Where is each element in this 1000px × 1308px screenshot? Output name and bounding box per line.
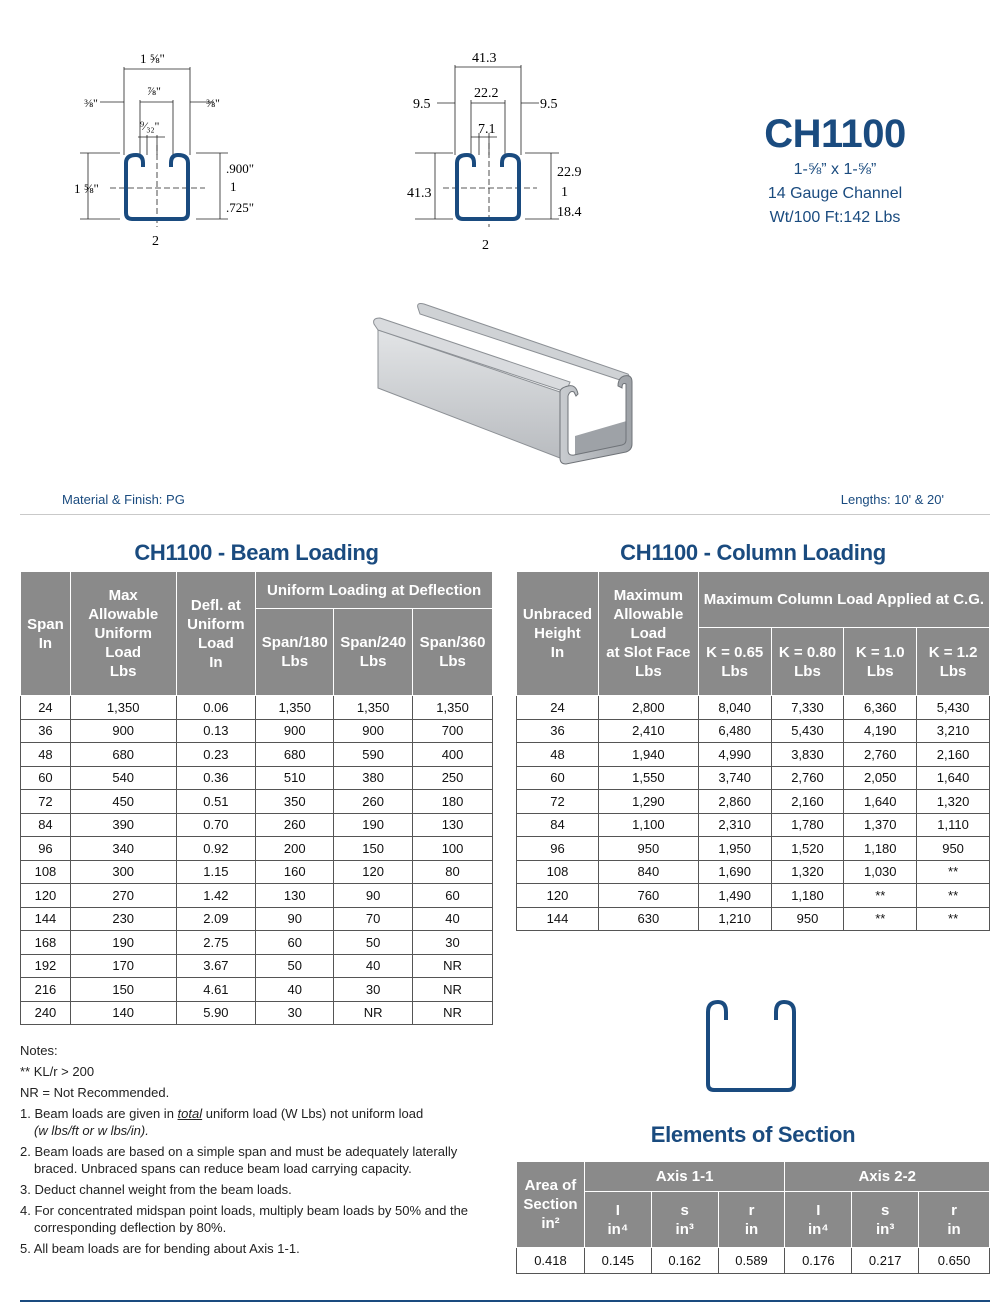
table-cell: 30 bbox=[256, 1001, 334, 1025]
table-cell: 60 bbox=[256, 931, 334, 955]
table-cell: 900 bbox=[70, 719, 176, 743]
table-cell: 70 bbox=[334, 907, 413, 931]
table-cell: 160 bbox=[256, 860, 334, 884]
section-header-axis22: Axis 2-2 bbox=[785, 1162, 990, 1192]
metric-right-lip: 9.5 bbox=[540, 97, 558, 112]
metric-axis1-label: 1 bbox=[561, 185, 568, 200]
table-cell: 2,410 bbox=[598, 719, 698, 743]
table-cell: 108 bbox=[517, 860, 599, 884]
table-cell: 230 bbox=[70, 907, 176, 931]
table-cell: 2,860 bbox=[698, 790, 771, 814]
table-cell: 190 bbox=[70, 931, 176, 955]
beam-header-span240: Span/240 Lbs bbox=[334, 609, 413, 696]
table-cell: 150 bbox=[70, 978, 176, 1002]
table-cell: 216 bbox=[21, 978, 71, 1002]
table-cell: 96 bbox=[517, 837, 599, 861]
table-row bbox=[21, 978, 493, 1002]
table-cell: 24 bbox=[517, 696, 599, 720]
imperial-slot-width: ⅞" bbox=[147, 84, 161, 98]
beam-loading-table bbox=[20, 571, 493, 1025]
table-cell: 1.15 bbox=[176, 860, 256, 884]
table-cell: 36 bbox=[517, 719, 599, 743]
table-row bbox=[517, 696, 990, 720]
column-table-body bbox=[517, 696, 990, 931]
note-3: 3. Deduct channel weight from the beam loads. bbox=[20, 1182, 292, 1197]
beam-loading-title: CH1100 - Beam Loading bbox=[134, 540, 379, 565]
beam-header-span: Span In bbox=[21, 572, 71, 696]
table-cell: 5,430 bbox=[917, 696, 990, 720]
beam-table-body bbox=[21, 696, 493, 1025]
table-cell: 144 bbox=[21, 907, 71, 931]
column-header-k10: K = 1.0 Lbs bbox=[844, 628, 917, 696]
column-header-max-load: Maximum Allowable Load at Slot Face Lbs bbox=[598, 572, 698, 696]
lengths-label: Lengths: 10' & 20' bbox=[840, 492, 944, 507]
section-value-s22: 0.217 bbox=[852, 1248, 919, 1274]
table-cell: 1,350 bbox=[413, 696, 493, 720]
table-cell: 2,160 bbox=[771, 790, 844, 814]
metric-top-to-axis: 22.9 bbox=[557, 165, 582, 180]
metric-inner-dim: 7.1 bbox=[478, 122, 496, 137]
notes-heading: Notes: bbox=[20, 1043, 58, 1058]
table-cell: NR bbox=[413, 978, 493, 1002]
table-row bbox=[517, 719, 990, 743]
table-cell: 120 bbox=[517, 884, 599, 908]
table-cell: 24 bbox=[21, 696, 71, 720]
table-cell: 1,110 bbox=[917, 813, 990, 837]
table-cell: 144 bbox=[517, 907, 599, 931]
note-4: 4. For concentrated midspan point loads, multiply beam loads by 50% and the corresponding deflection by 80%. bbox=[20, 1203, 469, 1235]
imperial-height: 1 ⅝" bbox=[74, 181, 99, 196]
section-col-s-11: s in³ bbox=[651, 1192, 718, 1248]
table-cell: 48 bbox=[517, 743, 599, 767]
column-header-k065: K = 0.65 Lbs bbox=[698, 628, 771, 696]
table-cell: 540 bbox=[70, 766, 176, 790]
table-cell: 4.61 bbox=[176, 978, 256, 1002]
imperial-axis2-label: 2 bbox=[152, 234, 159, 249]
bottom-rule bbox=[20, 1300, 990, 1302]
table-cell: NR bbox=[413, 954, 493, 978]
table-cell: 96 bbox=[21, 837, 71, 861]
table-cell: 120 bbox=[334, 860, 413, 884]
note-kl: ** KL/r > 200 bbox=[20, 1064, 95, 1079]
table-cell: 1,640 bbox=[917, 766, 990, 790]
table-cell: 2,800 bbox=[598, 696, 698, 720]
table-cell: 7,330 bbox=[771, 696, 844, 720]
table-cell: 8,040 bbox=[698, 696, 771, 720]
beam-header-max-load: Max Allowable Uniform Load Lbs bbox=[70, 572, 176, 696]
table-cell: ** bbox=[917, 907, 990, 931]
table-cell: 1,520 bbox=[771, 837, 844, 861]
metric-slot-width: 22.2 bbox=[474, 86, 499, 101]
table-cell: 192 bbox=[21, 954, 71, 978]
table-row bbox=[21, 719, 493, 743]
table-cell: 40 bbox=[256, 978, 334, 1002]
table-cell: 1,950 bbox=[698, 837, 771, 861]
table-cell: 5.90 bbox=[176, 1001, 256, 1025]
table-cell: 140 bbox=[70, 1001, 176, 1025]
material-finish-label: Material & Finish: PG bbox=[62, 492, 185, 507]
table-cell: 130 bbox=[256, 884, 334, 908]
table-cell: 200 bbox=[256, 837, 334, 861]
note-2: 2. Beam loads are based on a simple span and must be adequately laterally braced. Unbraced spans can reduce beam load carrying capacity. bbox=[20, 1144, 458, 1176]
note-nr: NR = Not Recommended. bbox=[20, 1085, 170, 1100]
table-cell: 0.06 bbox=[176, 696, 256, 720]
table-cell: 2,760 bbox=[844, 743, 917, 767]
beam-header-span180: Span/180 Lbs bbox=[256, 609, 334, 696]
table-cell: 1,320 bbox=[771, 860, 844, 884]
table-cell: 950 bbox=[598, 837, 698, 861]
section-col-s-22: s in³ bbox=[852, 1192, 919, 1248]
metric-bottom-to-axis: 18.4 bbox=[557, 205, 582, 220]
table-cell: 84 bbox=[517, 813, 599, 837]
table-cell: 250 bbox=[413, 766, 493, 790]
table-cell: 1,690 bbox=[698, 860, 771, 884]
column-header-k12: K = 1.2 Lbs bbox=[917, 628, 990, 696]
section-value-r22: 0.650 bbox=[919, 1248, 990, 1274]
metric-left-lip: 9.5 bbox=[413, 97, 431, 112]
table-cell: 400 bbox=[413, 743, 493, 767]
table-cell: 190 bbox=[334, 813, 413, 837]
table-cell: 5,430 bbox=[771, 719, 844, 743]
table-cell: 72 bbox=[21, 790, 71, 814]
section-value-i11: 0.145 bbox=[584, 1248, 651, 1274]
table-row bbox=[21, 907, 493, 931]
metric-overall-width: 41.3 bbox=[472, 51, 497, 66]
table-cell: 840 bbox=[598, 860, 698, 884]
table-cell: 3,830 bbox=[771, 743, 844, 767]
table-cell: 1,370 bbox=[844, 813, 917, 837]
table-row bbox=[517, 813, 990, 837]
table-row bbox=[517, 837, 990, 861]
table-cell: 168 bbox=[21, 931, 71, 955]
table-row bbox=[21, 1001, 493, 1025]
note-1: 1. Beam loads are given in total uniform load (W Lbs) not uniform load (w lbs/ft or w lbs/in). bbox=[20, 1106, 424, 1138]
beam-header-span360: Span/360 Lbs bbox=[413, 609, 493, 696]
table-cell: 4,190 bbox=[844, 719, 917, 743]
table-cell: 0.36 bbox=[176, 766, 256, 790]
table-cell: 380 bbox=[334, 766, 413, 790]
table-row bbox=[517, 766, 990, 790]
table-cell: 30 bbox=[334, 978, 413, 1002]
table-row bbox=[517, 884, 990, 908]
table-cell: 700 bbox=[413, 719, 493, 743]
section-col-i-11: I in⁴ bbox=[584, 1192, 651, 1248]
table-cell: 72 bbox=[517, 790, 599, 814]
table-cell: 590 bbox=[334, 743, 413, 767]
table-cell: 60 bbox=[517, 766, 599, 790]
table-cell: 2,760 bbox=[771, 766, 844, 790]
table-cell: 1,100 bbox=[598, 813, 698, 837]
table-cell: 900 bbox=[334, 719, 413, 743]
table-cell: 950 bbox=[771, 907, 844, 931]
imperial-axis1-label: 1 bbox=[230, 179, 237, 194]
table-cell: ** bbox=[844, 884, 917, 908]
table-cell: 350 bbox=[256, 790, 334, 814]
divider bbox=[20, 514, 990, 515]
table-cell: 1,490 bbox=[698, 884, 771, 908]
section-header-area: Area of Section in² bbox=[517, 1162, 585, 1248]
table-row bbox=[21, 837, 493, 861]
imperial-section-drawing bbox=[60, 45, 290, 260]
table-row bbox=[21, 813, 493, 837]
table-cell: 1.42 bbox=[176, 884, 256, 908]
table-cell: 510 bbox=[256, 766, 334, 790]
product-title: CH1100 bbox=[764, 112, 906, 156]
table-cell: 1,780 bbox=[771, 813, 844, 837]
table-cell: 1,210 bbox=[698, 907, 771, 931]
product-size: 1-⅝” x 1-⅝” bbox=[793, 161, 877, 178]
channel-3d-illustration bbox=[360, 300, 640, 480]
table-row bbox=[21, 790, 493, 814]
column-header-height: Unbraced Height In bbox=[517, 572, 599, 696]
column-header-group: Maximum Column Load Applied at C.G. bbox=[698, 572, 989, 628]
channel-section-icon bbox=[700, 998, 804, 1094]
notes bbox=[20, 1042, 490, 1261]
table-cell: ** bbox=[917, 860, 990, 884]
beam-header-group: Uniform Loading at Deflection bbox=[256, 572, 493, 609]
section-header-axis11: Axis 1-1 bbox=[584, 1162, 784, 1192]
table-cell: 3,210 bbox=[917, 719, 990, 743]
table-cell: 680 bbox=[256, 743, 334, 767]
table-cell: 2,050 bbox=[844, 766, 917, 790]
table-row bbox=[517, 790, 990, 814]
section-col-r-22: r in bbox=[919, 1192, 990, 1248]
table-cell: 680 bbox=[70, 743, 176, 767]
table-cell: 130 bbox=[413, 813, 493, 837]
table-row bbox=[21, 696, 493, 720]
table-cell: 240 bbox=[21, 1001, 71, 1025]
table-cell: 340 bbox=[70, 837, 176, 861]
table-cell: 0.13 bbox=[176, 719, 256, 743]
table-cell: 1,940 bbox=[598, 743, 698, 767]
table-cell: 1,180 bbox=[844, 837, 917, 861]
table-row bbox=[21, 931, 493, 955]
table-cell: 120 bbox=[21, 884, 71, 908]
table-row bbox=[21, 860, 493, 884]
table-cell: 6,480 bbox=[698, 719, 771, 743]
table-cell: 1,550 bbox=[598, 766, 698, 790]
section-col-i-22: I in⁴ bbox=[785, 1192, 852, 1248]
product-gauge: 14 Gauge Channel bbox=[767, 185, 903, 202]
table-cell: 630 bbox=[598, 907, 698, 931]
table-row bbox=[517, 907, 990, 931]
section-value-s11: 0.162 bbox=[651, 1248, 718, 1274]
table-cell: 48 bbox=[21, 743, 71, 767]
table-row bbox=[21, 954, 493, 978]
metric-axis2-label: 2 bbox=[482, 238, 489, 253]
table-row bbox=[21, 884, 493, 908]
table-cell: 36 bbox=[21, 719, 71, 743]
table-cell: 3,740 bbox=[698, 766, 771, 790]
table-cell: 0.23 bbox=[176, 743, 256, 767]
table-cell: 1,640 bbox=[844, 790, 917, 814]
section-value-i22: 0.176 bbox=[785, 1248, 852, 1274]
section-value-r11: 0.589 bbox=[718, 1248, 785, 1274]
table-cell: 80 bbox=[413, 860, 493, 884]
table-cell: 30 bbox=[413, 931, 493, 955]
table-cell: 1,030 bbox=[844, 860, 917, 884]
table-cell: 260 bbox=[334, 790, 413, 814]
product-header bbox=[735, 110, 935, 230]
metric-section-drawing bbox=[395, 45, 625, 260]
table-cell: 0.92 bbox=[176, 837, 256, 861]
table-cell: 3.67 bbox=[176, 954, 256, 978]
imperial-right-lip: ⅜" bbox=[206, 96, 220, 110]
imperial-bottom-to-axis: .725" bbox=[226, 200, 255, 215]
table-cell: 1,320 bbox=[917, 790, 990, 814]
table-cell: 270 bbox=[70, 884, 176, 908]
table-cell: 180 bbox=[413, 790, 493, 814]
column-header-k080: K = 0.80 Lbs bbox=[771, 628, 844, 696]
table-cell: 300 bbox=[70, 860, 176, 884]
table-cell: 50 bbox=[256, 954, 334, 978]
table-cell: 2,310 bbox=[698, 813, 771, 837]
table-row bbox=[517, 743, 990, 767]
table-cell: 1,350 bbox=[334, 696, 413, 720]
table-row bbox=[21, 766, 493, 790]
table-cell: 0.51 bbox=[176, 790, 256, 814]
table-cell: 2.75 bbox=[176, 931, 256, 955]
table-cell: 40 bbox=[334, 954, 413, 978]
beam-header-deflection: Defl. at Uniform Load In bbox=[176, 572, 256, 696]
table-cell: ** bbox=[917, 884, 990, 908]
table-cell: 60 bbox=[21, 766, 71, 790]
table-cell: 150 bbox=[334, 837, 413, 861]
table-cell: 2,160 bbox=[917, 743, 990, 767]
table-cell: 170 bbox=[70, 954, 176, 978]
table-cell: 4,990 bbox=[698, 743, 771, 767]
table-row bbox=[21, 743, 493, 767]
table-cell: ** bbox=[844, 907, 917, 931]
table-cell: 450 bbox=[70, 790, 176, 814]
table-cell: 90 bbox=[334, 884, 413, 908]
section-col-r-11: r in bbox=[718, 1192, 785, 1248]
table-cell: 390 bbox=[70, 813, 176, 837]
table-cell: NR bbox=[413, 1001, 493, 1025]
elements-of-section-title: Elements of Section bbox=[650, 1122, 856, 1147]
elements-of-section-table bbox=[516, 1161, 990, 1274]
table-cell: 60 bbox=[413, 884, 493, 908]
imperial-top-to-axis: .900" bbox=[226, 161, 255, 176]
section-values-row bbox=[517, 1248, 990, 1274]
imperial-inner-dim: ⁹⁄₃₂" bbox=[140, 119, 160, 133]
column-loading-title: CH1100 - Column Loading bbox=[620, 540, 886, 565]
table-cell: 260 bbox=[256, 813, 334, 837]
table-cell: 900 bbox=[256, 719, 334, 743]
note-5: 5. All beam loads are for bending about Axis 1-1. bbox=[20, 1241, 300, 1256]
table-cell: 950 bbox=[917, 837, 990, 861]
imperial-overall-width: 1 ⅝" bbox=[140, 51, 165, 66]
product-weight: Wt/100 Ft:142 Lbs bbox=[769, 209, 901, 226]
table-cell: 84 bbox=[21, 813, 71, 837]
table-cell: 760 bbox=[598, 884, 698, 908]
table-cell: 1,180 bbox=[771, 884, 844, 908]
table-cell: 50 bbox=[334, 931, 413, 955]
table-cell: 0.70 bbox=[176, 813, 256, 837]
section-value-area: 0.418 bbox=[517, 1248, 585, 1274]
table-cell: NR bbox=[334, 1001, 413, 1025]
table-cell: 1,350 bbox=[256, 696, 334, 720]
table-cell: 1,350 bbox=[70, 696, 176, 720]
imperial-left-lip: ⅜" bbox=[84, 96, 98, 110]
table-cell: 40 bbox=[413, 907, 493, 931]
column-loading-table bbox=[516, 571, 990, 931]
table-cell: 90 bbox=[256, 907, 334, 931]
table-cell: 1,290 bbox=[598, 790, 698, 814]
table-cell: 2.09 bbox=[176, 907, 256, 931]
table-cell: 108 bbox=[21, 860, 71, 884]
metric-height: 41.3 bbox=[407, 186, 432, 201]
table-cell: 100 bbox=[413, 837, 493, 861]
table-row bbox=[517, 860, 990, 884]
table-cell: 6,360 bbox=[844, 696, 917, 720]
